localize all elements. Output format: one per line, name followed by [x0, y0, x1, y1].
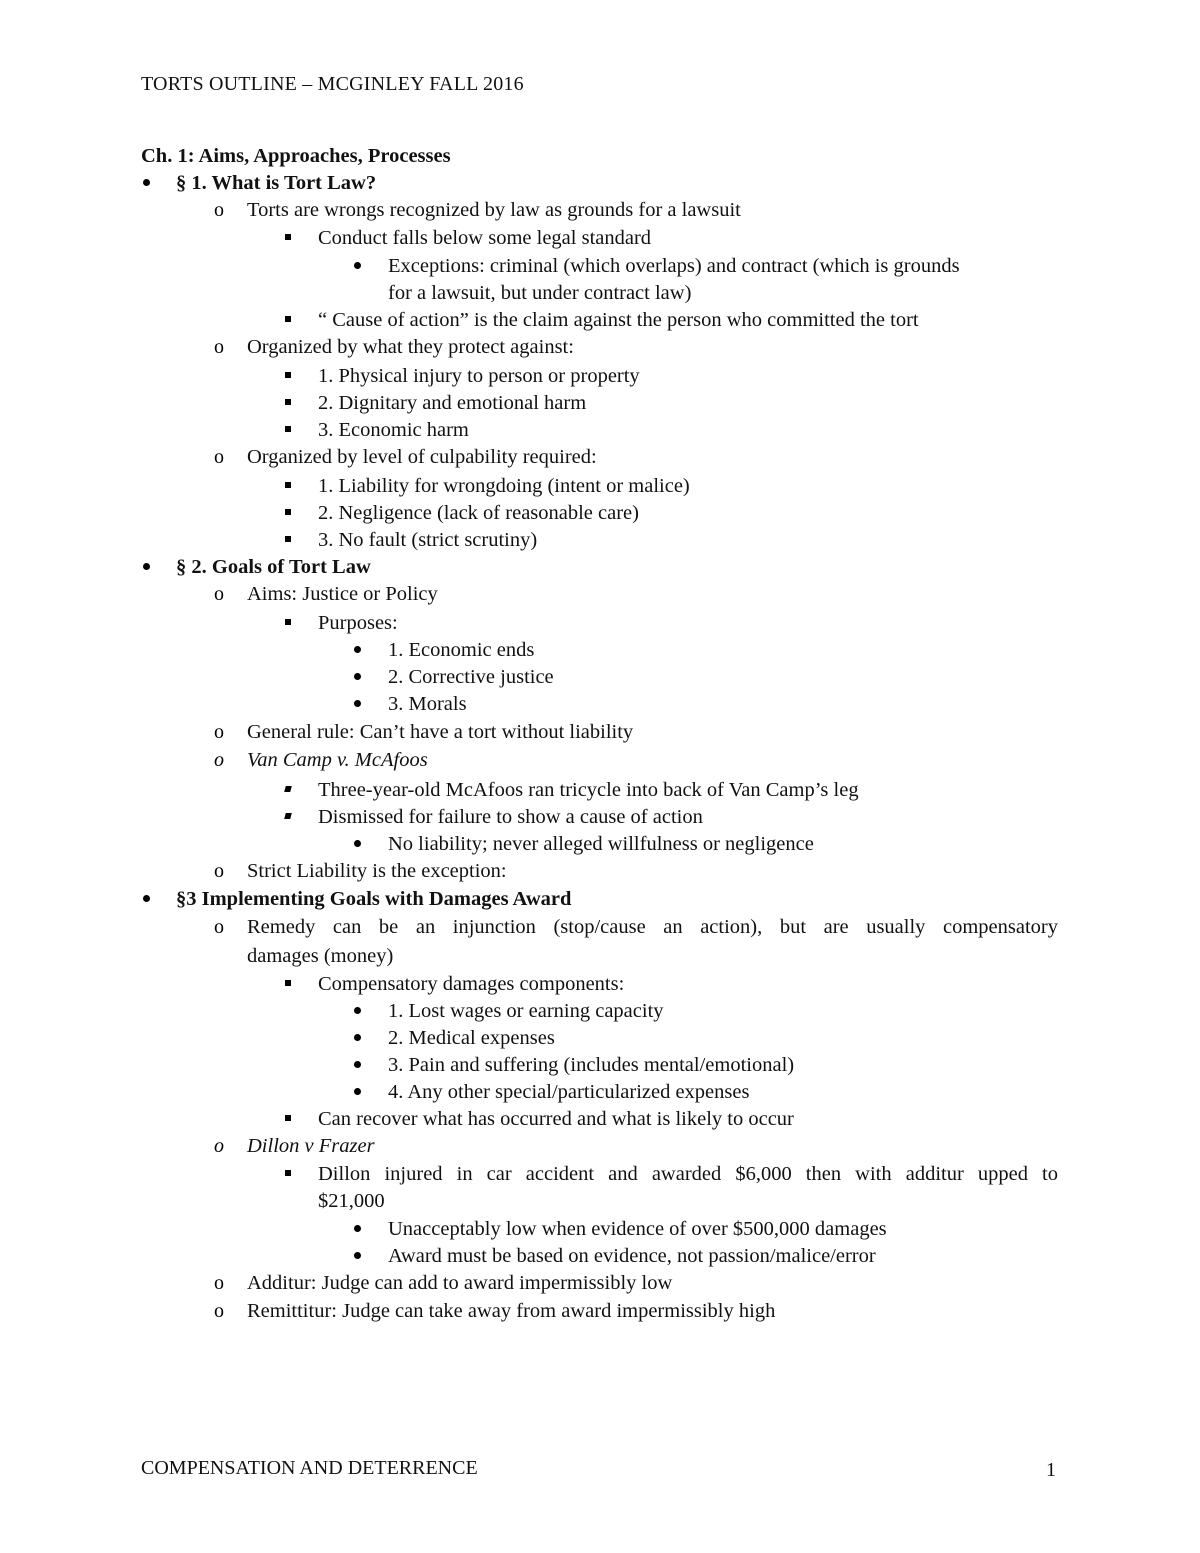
outline-item: Conduct falls below some legal standard: [318, 227, 652, 249]
chapter-title: Ch. 1: Aims, Approaches, Processes: [141, 145, 451, 167]
outline-item: Compensatory damages components:: [318, 973, 625, 995]
level4-bullet-icon: [354, 1061, 361, 1068]
level2-bullet-icon: o: [214, 446, 224, 468]
outline-item: 3. Pain and suffering (includes mental/emotional): [388, 1054, 795, 1076]
level3-bullet-icon: [285, 316, 291, 322]
outline-item: Organized by what they protect against:: [247, 336, 574, 358]
level3-bullet-icon: [285, 509, 291, 515]
level4-bullet-icon: [354, 1088, 361, 1095]
outline-item: Three-year-old McAfoos ran tricycle into back of Van Camp’s leg: [318, 779, 859, 801]
level4-bullet-icon: [354, 646, 361, 653]
level3-bullet-icon: [285, 619, 291, 625]
section-1-heading: § 1. What is Tort Law?: [176, 172, 377, 194]
level4-bullet-icon: [354, 262, 361, 269]
level3-bullet-icon: [285, 399, 291, 405]
level3-bullet-icon: [284, 786, 292, 792]
level3-bullet-icon: [285, 536, 291, 542]
outline-item: Exceptions: criminal (which overlaps) and contract (which is grounds: [388, 255, 960, 277]
level3-bullet-icon: [284, 813, 292, 819]
level3-bullet-icon: [285, 234, 291, 240]
level1-bullet-icon: [143, 895, 150, 902]
level1-bullet-icon: [143, 563, 150, 570]
level4-bullet-icon: [354, 840, 361, 847]
level2-bullet-icon: o: [214, 860, 224, 882]
outline-item: Dillon injured in car accident and awarded $6,000 then with additur upped to: [318, 1163, 1058, 1185]
level3-bullet-icon: [285, 1170, 291, 1176]
outline-item: 2. Dignitary and emotional harm: [318, 392, 587, 414]
outline-item: Remittitur: Judge can take away from award impermissibly high: [247, 1300, 776, 1322]
outline-item: 2. Negligence (lack of reasonable care): [318, 502, 639, 524]
level4-bullet-icon: [354, 1252, 361, 1259]
outline-item: “ Cause of action” is the claim against the person who committed the tort: [318, 309, 919, 331]
outline-item: 1. Physical injury to person or property: [318, 365, 640, 387]
outline-item: Unacceptably low when evidence of over $500,000 damages: [388, 1218, 887, 1240]
outline-item: 3. Morals: [388, 693, 467, 715]
level2-bullet-icon: o: [214, 199, 224, 221]
outline-item: 2. Corrective justice: [388, 666, 554, 688]
level2-bullet-icon: o: [214, 916, 224, 938]
level3-bullet-icon: [285, 426, 291, 432]
page-footer: COMPENSATION AND DETERRENCE: [141, 1457, 478, 1479]
level1-bullet-icon: [143, 179, 150, 186]
outline-item: 2. Medical expenses: [388, 1027, 555, 1049]
outline-item-continuation: for a lawsuit, but under contract law): [388, 282, 692, 304]
section-3-heading: §3 Implementing Goals with Damages Award: [176, 888, 572, 910]
outline-item: 3. Economic harm: [318, 419, 469, 441]
level4-bullet-icon: [354, 1034, 361, 1041]
outline-item: 4. Any other special/particularized expenses: [388, 1081, 750, 1103]
level2-bullet-icon: o: [214, 1135, 224, 1157]
level3-bullet-icon: [285, 980, 291, 986]
level4-bullet-icon: [354, 1225, 361, 1232]
outline-item: 1. Economic ends: [388, 639, 535, 661]
level4-bullet-icon: [354, 1007, 361, 1014]
level2-bullet-icon: o: [214, 336, 224, 358]
level3-bullet-icon: [285, 1115, 291, 1121]
level3-bullet-icon: [285, 482, 291, 488]
outline-item: Award must be based on evidence, not passion/malice/error: [388, 1245, 876, 1267]
outline-item: Strict Liability is the exception:: [247, 860, 507, 882]
section-2-heading: § 2. Goals of Tort Law: [176, 556, 371, 578]
case-name: Dillon v Frazer: [247, 1135, 375, 1157]
outline-item: General rule: Can’t have a tort without liability: [247, 721, 634, 743]
outline-item: 1. Liability for wrongdoing (intent or malice): [318, 475, 690, 497]
outline-item-continuation: damages (money): [247, 945, 394, 967]
level2-bullet-icon: o: [214, 1300, 224, 1322]
level4-bullet-icon: [354, 673, 361, 680]
outline-item: Can recover what has occurred and what is likely to occur: [318, 1108, 794, 1130]
outline-item: Purposes:: [318, 612, 398, 634]
level4-bullet-icon: [354, 700, 361, 707]
page-header: TORTS OUTLINE – MCGINLEY FALL 2016: [141, 73, 524, 95]
case-name: Van Camp v. McAfoos: [247, 749, 428, 771]
level3-bullet-icon: [285, 372, 291, 378]
outline-item: Aims: Justice or Policy: [247, 583, 438, 605]
outline-item: Torts are wrongs recognized by law as grounds for a lawsuit: [247, 199, 741, 221]
outline-item: Organized by level of culpability required:: [247, 446, 597, 468]
outline-item: Additur: Judge can add to award impermissibly low: [247, 1272, 673, 1294]
outline-item-continuation: $21,000: [318, 1190, 385, 1212]
outline-item: Remedy can be an injunction (stop/cause an action), but are usually compensatory: [247, 916, 1058, 938]
page-number: 1: [1046, 1459, 1056, 1481]
level2-bullet-icon: o: [214, 721, 224, 743]
level2-bullet-icon: o: [214, 749, 224, 771]
outline-item: 3. No fault (strict scrutiny): [318, 529, 538, 551]
outline-item: No liability; never alleged willfulness or negligence: [388, 833, 814, 855]
outline-item: 1. Lost wages or earning capacity: [388, 1000, 664, 1022]
outline-item: Dismissed for failure to show a cause of action: [318, 806, 703, 828]
level2-bullet-icon: o: [214, 583, 224, 605]
level2-bullet-icon: o: [214, 1272, 224, 1294]
